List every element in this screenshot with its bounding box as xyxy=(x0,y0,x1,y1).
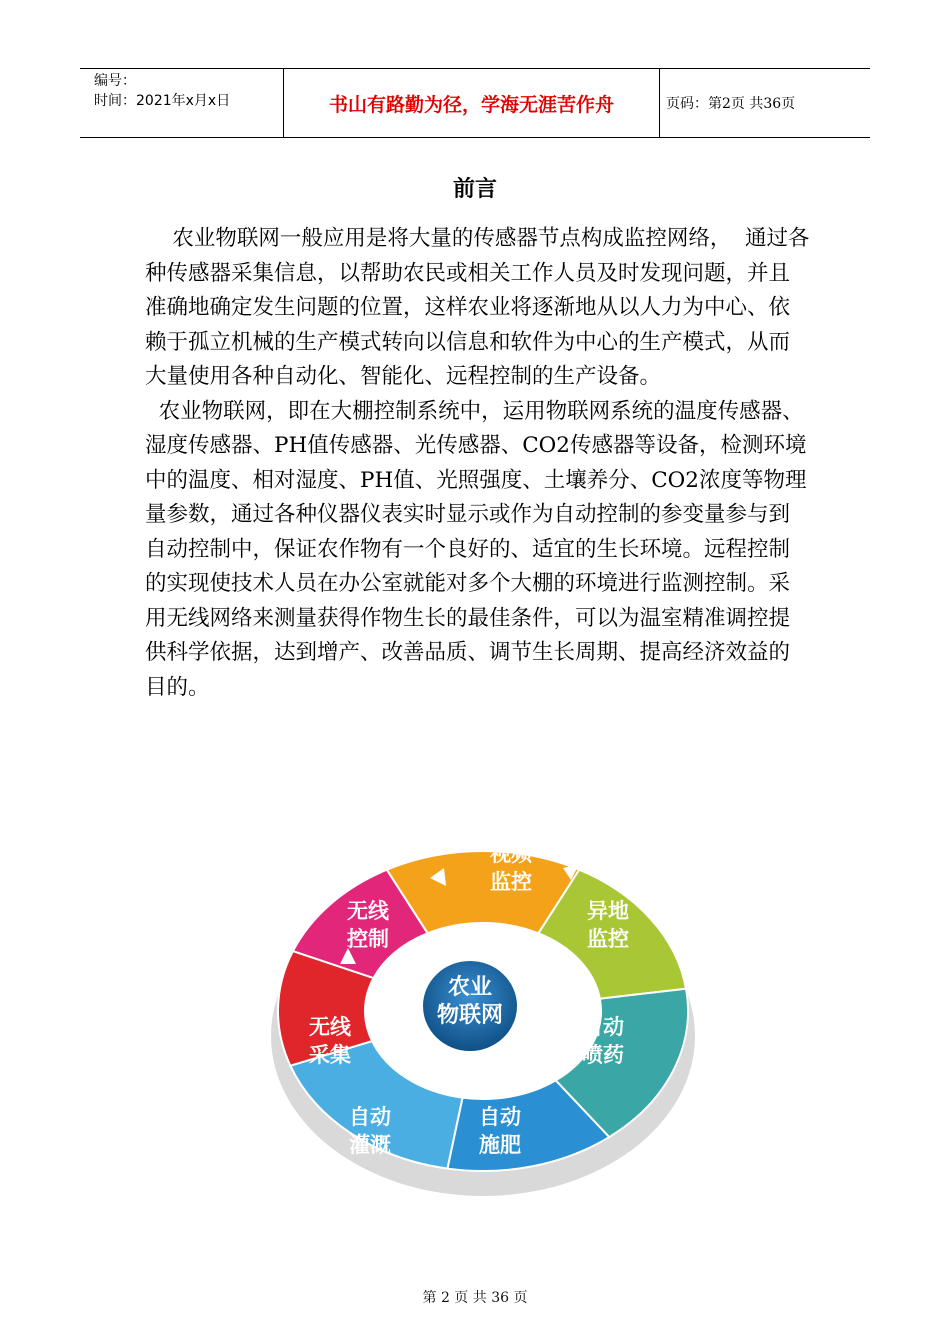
segment-label: 灌溉 xyxy=(349,1133,391,1157)
segment-label: 视频 xyxy=(490,842,532,866)
iot-ring-diagram xyxy=(258,806,708,1206)
number-label: 编号： xyxy=(94,73,136,89)
segment-label: 无线 xyxy=(309,1015,351,1039)
segment-label: 监控 xyxy=(490,870,532,894)
paragraph-2: 农业物联网，即在大棚控制系统中，运用物联网系统的温度传感器、湿度传感器、PH值传感器、光传感器、CO2传感器等设备，检测环境中的温度、相对湿度、PH值、光照强度、土壤养分、CO2浓度等物理量参数，通过各种仪器仪表实时显示或作为自动控制的参变量参与到自动控制中，保证农作物有一个良好的、适宜的生长环境。远程控制的实现使技术人员在办公室就能对多个大棚的环境进行监测控制。采用无线网络来测量获得作物生长的最佳条件，可以为温室精准调控提供科学依据，达到增产、改善品质、调节生长周期、提高经济效益的目的。 xyxy=(145,398,807,700)
segment-label: 无线 xyxy=(347,899,389,923)
center-label-2: 物联网 xyxy=(436,1003,504,1028)
motto: 书山有路勤为径，学海无涯苦作舟 xyxy=(283,69,660,137)
segment-label: 控制 xyxy=(347,927,389,951)
body-text xyxy=(145,222,810,705)
ring-svg xyxy=(258,806,708,1206)
header-left-cell xyxy=(80,69,283,137)
segment-label: 自动 xyxy=(582,1015,624,1039)
page-title: 前言 xyxy=(452,177,497,202)
segment-label: 监控 xyxy=(587,927,629,951)
segment-label: 采集 xyxy=(309,1043,351,1067)
header-table xyxy=(80,68,870,138)
segment-label: 喷药 xyxy=(582,1043,624,1067)
center-label-1: 农业 xyxy=(447,975,493,1000)
paragraph-1: 农业物联网一般应用是将大量的传感器节点构成监控网络， 通过各种传感器采集信息，以帮助农民或相关工作人员及时发现问题，并且准确地确定发生问题的位置，这样农业将逐渐地从以人力为中心、依赖于孤立机械的生产模式转向以信息和软件为中心的生产模式，从而大量使用各种自动化、智能化、远程控制的生产设备。 xyxy=(145,226,810,389)
segment-label: 施肥 xyxy=(479,1133,521,1157)
segment-label: 自动 xyxy=(349,1105,391,1129)
segment-label: 自动 xyxy=(479,1105,521,1129)
page-code: 页码：第2页 共36页 xyxy=(666,96,796,112)
date-label: 时间：2021年x月x日 xyxy=(94,93,231,109)
segment-label: 异地 xyxy=(587,899,629,923)
page-footer: 第 2 页 共 36 页 xyxy=(422,1290,528,1306)
